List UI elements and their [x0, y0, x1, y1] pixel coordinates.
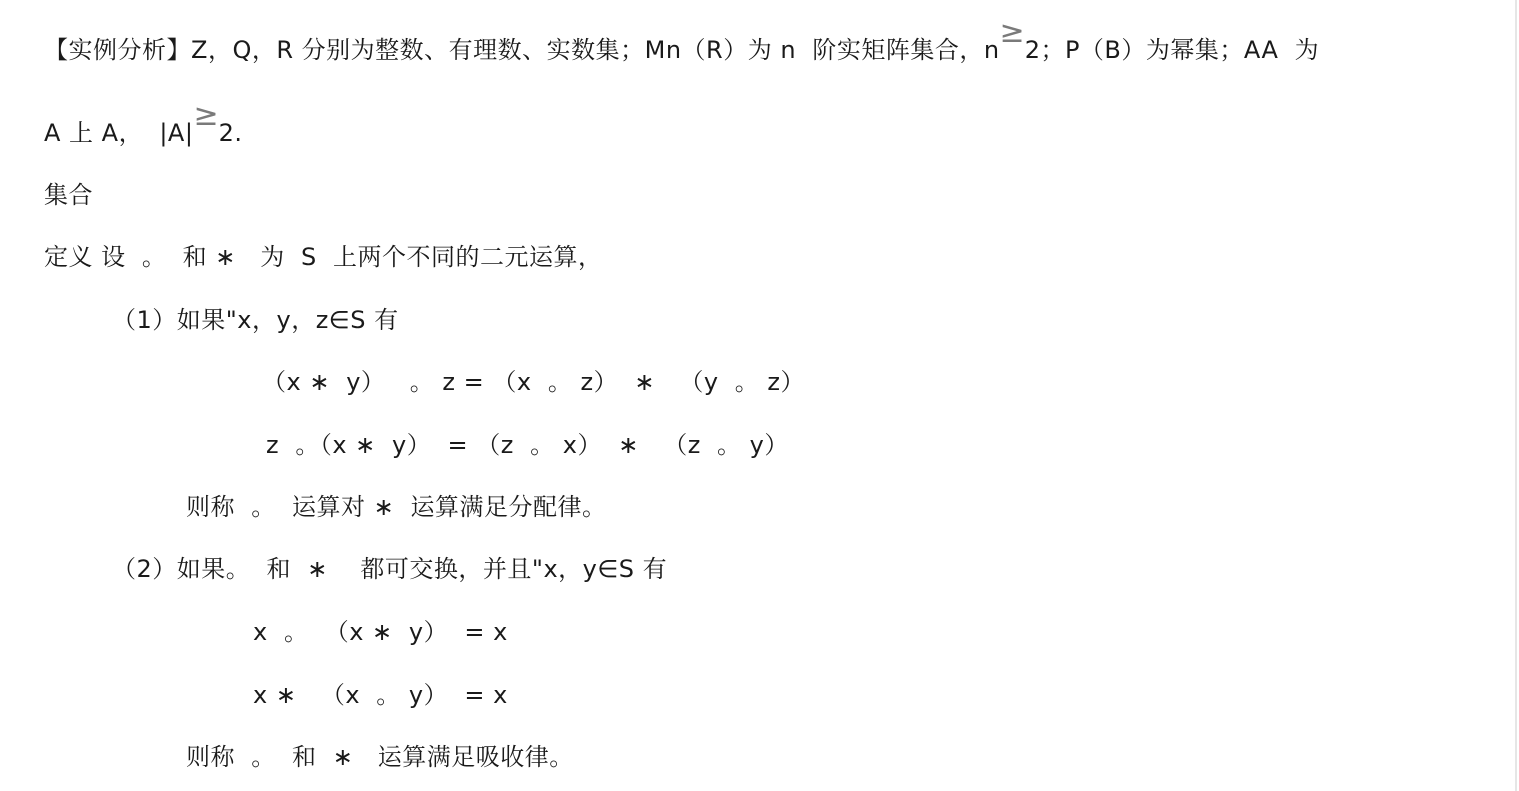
case2-equation-1: x 。 （x ∗ y） = x [253, 618, 508, 646]
definition-line: 定义 设 。 和 ∗ 为 S 上两个不同的二元运算， [44, 243, 603, 271]
case2-condition: （2）如果。 和 ∗ 都可交换，并且"x，y∈S 有 [112, 555, 668, 583]
set-cardinality-line [44, 98, 243, 148]
greater-equal-symbol-2: ≥ [193, 98, 219, 133]
case1-condition: （1）如果"x，y，z∈S 有 [112, 306, 399, 334]
case2-conclusion: 则称 。 和 ∗ 运算满足吸收律。 [186, 743, 574, 771]
case1-conclusion: 则称 。 运算对 ∗ 运算满足分配律。 [186, 493, 607, 521]
case1-equation-2: z 。（x ∗ y） = （z 。 x） ∗ （z 。 y） [266, 431, 789, 459]
greater-equal-symbol: ≥ [999, 15, 1025, 50]
example-analysis-text: 【实例分析】Z，Q，R 分别为整数、有理数、实数集；Mn（R）为 n 阶实矩阵集合，n [44, 36, 1000, 64]
case1-equation-1: （x ∗ y） 。 z = （x 。 z） ∗ （y 。 z） [262, 368, 806, 396]
case2-equation-2: x ∗ （x 。 y） = x [253, 681, 508, 709]
heading-set: 集合 [44, 181, 93, 209]
page-edge-divider [1515, 0, 1517, 791]
set-cardinality-value: 2. [218, 119, 243, 147]
example-analysis-line [44, 15, 1320, 65]
example-analysis-continuation: 2；P（B）为幂集；AA 为 [1024, 36, 1320, 64]
set-cardinality-text: A 上 A， |A| [44, 119, 194, 147]
